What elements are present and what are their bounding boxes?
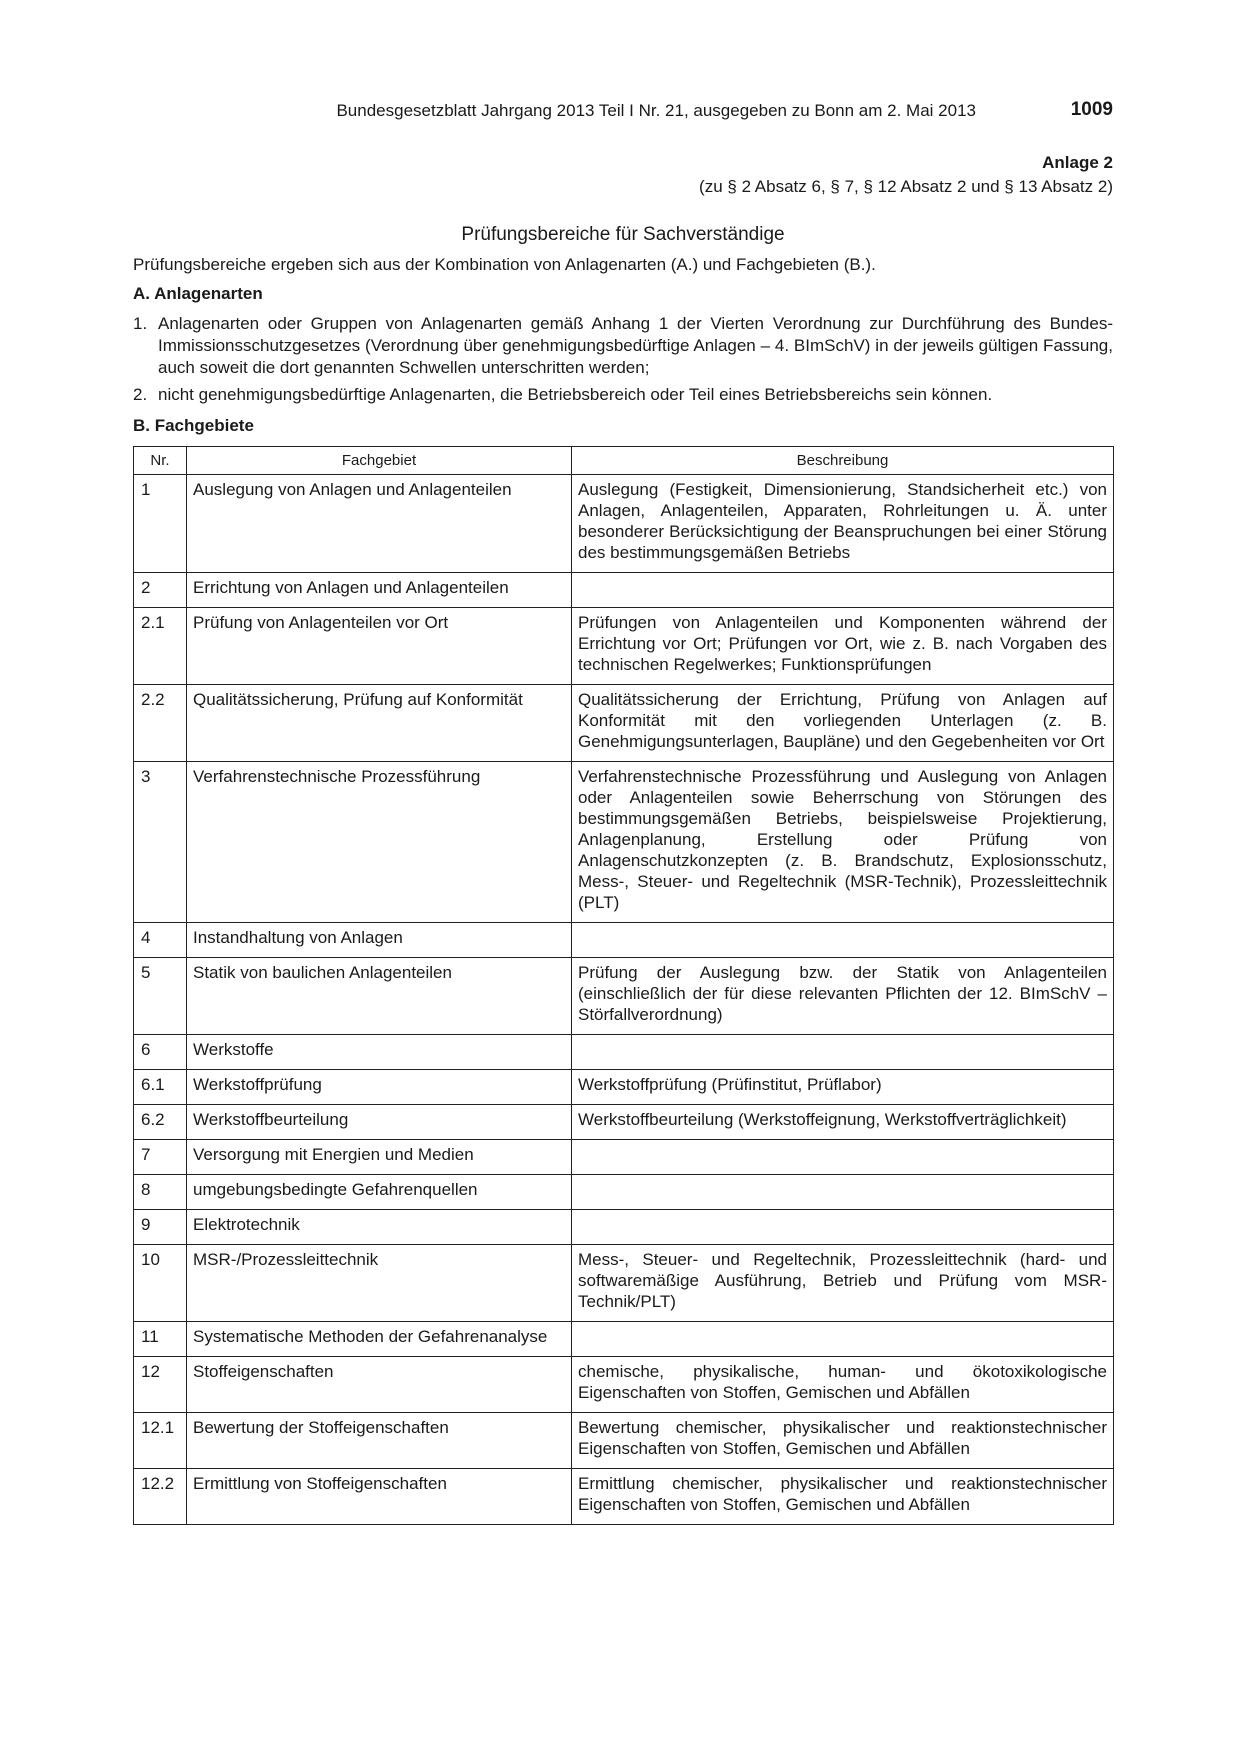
cell-beschreibung — [572, 1175, 1114, 1210]
cell-nr: 10 — [134, 1245, 187, 1322]
page-number: 1009 — [1070, 99, 1113, 120]
intro-text: Prüfungsbereiche ergeben sich aus der Kombination von Anlagenarten (A.) und Fachgebieten (B.). — [133, 255, 876, 274]
cell-beschreibung: Auslegung (Festigkeit, Dimensionierung, Standsicherheit etc.) von Anlagen, Anlagenteilen, Apparaten, Rohrleitungen u. Ä. unter besonderer Berücksichtigung der Beanspruchungen bei einer Störung des bestimmungsgemäßen Betriebs — [572, 475, 1114, 573]
column-header-beschreibung: Beschreibung — [572, 447, 1114, 475]
cell-fachgebiet: Auslegung von Anlagen und Anlagenteilen — [187, 475, 572, 573]
section-a-heading: A. Anlagenarten — [133, 284, 263, 303]
cell-beschreibung — [572, 1140, 1114, 1175]
cell-beschreibung — [572, 923, 1114, 958]
cell-fachgebiet: Werkstoffbeurteilung — [187, 1105, 572, 1140]
table-row — [134, 608, 1114, 685]
cell-beschreibung: Prüfungen von Anlagenteilen und Komponenten während der Errichtung vor Ort; Prüfungen vor Ort, wie z. B. nach Vorgaben des technischen Regelwerkes; Funktionsprüfungen — [572, 608, 1114, 685]
cell-fachgebiet: Verfahrenstechnische Prozessführung — [187, 762, 572, 923]
cell-beschreibung: Prüfung der Auslegung bzw. der Statik von Anlagenteilen (einschließlich der für diese relevanten Pflichten der 12. BImSchV – Störfallverordnung) — [572, 958, 1114, 1035]
cell-fachgebiet: Qualitätssicherung, Prüfung auf Konformität — [187, 685, 572, 762]
table-row — [134, 1070, 1114, 1105]
cell-beschreibung — [572, 573, 1114, 608]
cell-nr: 2 — [134, 573, 187, 608]
table-row — [134, 573, 1114, 608]
table-row — [134, 1322, 1114, 1357]
section-b-heading: B. Fachgebiete — [133, 416, 254, 435]
cell-nr: 2.1 — [134, 608, 187, 685]
table-row — [134, 1210, 1114, 1245]
cell-nr: 6 — [134, 1035, 187, 1070]
table-row — [134, 685, 1114, 762]
table-body — [134, 475, 1114, 1525]
cell-nr: 8 — [134, 1175, 187, 1210]
cell-nr: 9 — [134, 1210, 187, 1245]
list-item-number: 1. — [133, 314, 148, 333]
cell-fachgebiet: Bewertung der Stoffeigenschaften — [187, 1413, 572, 1469]
running-head — [133, 101, 1113, 125]
cell-nr: 12.1 — [134, 1413, 187, 1469]
cell-beschreibung — [572, 1210, 1114, 1245]
annex-reference: (zu § 2 Absatz 6, § 7, § 12 Absatz 2 und § 13 Absatz 2) — [699, 177, 1113, 196]
table-row — [134, 475, 1114, 573]
cell-nr: 6.2 — [134, 1105, 187, 1140]
cell-nr: 6.1 — [134, 1070, 187, 1105]
cell-fachgebiet: Stoffeigenschaften — [187, 1357, 572, 1413]
table-row — [134, 923, 1114, 958]
fachgebiete-table — [133, 446, 1114, 1525]
cell-nr: 12.2 — [134, 1469, 187, 1525]
cell-nr: 4 — [134, 923, 187, 958]
list-item-text: Anlagenarten oder Gruppen von Anlagenarten gemäß Anhang 1 der Vierten Verordnung zur Durchführung des Bundes-Immissionsschutzgesetzes (Verordnung über genehmigungsbedürftige Anlagen – 4. BImSchV) in der jeweils gültigen Fassung, auch soweit die dort genannten Schwellen unterschritten werden; — [158, 314, 1113, 377]
table-row — [134, 1413, 1114, 1469]
table-row — [134, 1140, 1114, 1175]
cell-fachgebiet: Systematische Methoden der Gefahrenanalyse — [187, 1322, 572, 1357]
cell-beschreibung: Werkstoffbeurteilung (Werkstoffeignung, Werkstoffverträglichkeit) — [572, 1105, 1114, 1140]
cell-nr: 11 — [134, 1322, 187, 1357]
cell-beschreibung: Ermittlung chemischer, physikalischer und reaktionstechnischer Eigenschaften von Stoffen, Gemischen und Abfällen — [572, 1469, 1114, 1525]
cell-beschreibung: Mess-, Steuer- und Regeltechnik, Prozessleittechnik (hard- und softwaremäßige Ausführung, Betrieb und Prüfung vom MSR-Technik/PLT) — [572, 1245, 1114, 1322]
list-item — [133, 313, 1113, 379]
cell-beschreibung: Werkstoffprüfung (Prüfinstitut, Prüflabor) — [572, 1070, 1114, 1105]
cell-nr: 2.2 — [134, 685, 187, 762]
table-row — [134, 1357, 1114, 1413]
cell-fachgebiet: Werkstoffprüfung — [187, 1070, 572, 1105]
cell-fachgebiet: Ermittlung von Stoffeigenschaften — [187, 1469, 572, 1525]
table-row — [134, 1105, 1114, 1140]
table-row — [134, 762, 1114, 923]
cell-beschreibung: Bewertung chemischer, physikalischer und reaktionstechnischer Eigenschaften von Stoffen, Gemischen und Abfällen — [572, 1413, 1114, 1469]
cell-beschreibung — [572, 1322, 1114, 1357]
cell-fachgebiet: MSR-/Prozessleittechnik — [187, 1245, 572, 1322]
table-header-row — [134, 447, 1114, 475]
section-a-list — [133, 313, 1113, 411]
table-row — [134, 958, 1114, 1035]
table-row — [134, 1469, 1114, 1525]
table-row — [134, 1175, 1114, 1210]
cell-beschreibung: Verfahrenstechnische Prozessführung und Auslegung von Anlagen oder Anlagenteilen sowie Beherrschung von Störungen des bestimmungsgemäßen Betriebs, beispielsweise Projektierung, Anlagenplanung, Erstellung oder Prüfung von Anlagenschutzkonzepten (z. B. Brandschutz, Explosionsschutz, Mess-, Steuer- und Regeltechnik (MSR-Technik), Prozessleittechnik (PLT) — [572, 762, 1114, 923]
cell-fachgebiet: Elektrotechnik — [187, 1210, 572, 1245]
table-row — [134, 1245, 1114, 1322]
cell-fachgebiet: Instandhaltung von Anlagen — [187, 923, 572, 958]
cell-beschreibung: Qualitätssicherung der Errichtung, Prüfung von Anlagen auf Konformität mit den vorliegenden Unterlagen (z. B. Genehmigungsunterlagen, Baupläne) und den Gegebenheiten vor Ort — [572, 685, 1114, 762]
cell-fachgebiet: Statik von baulichen Anlagenteilen — [187, 958, 572, 1035]
cell-beschreibung: chemische, physikalische, human- und ökotoxikologische Eigenschaften von Stoffen, Gemischen und Abfällen — [572, 1357, 1114, 1413]
cell-nr: 12 — [134, 1357, 187, 1413]
column-header-fachgebiet: Fachgebiet — [187, 447, 572, 475]
list-item — [133, 384, 1113, 406]
page-title: Prüfungsbereiche für Sachverständige — [461, 224, 785, 245]
cell-nr: 7 — [134, 1140, 187, 1175]
cell-beschreibung — [572, 1035, 1114, 1070]
cell-nr: 3 — [134, 762, 187, 923]
cell-fachgebiet: Errichtung von Anlagen und Anlagenteilen — [187, 573, 572, 608]
list-item-number: 2. — [133, 385, 148, 404]
column-header-nr: Nr. — [134, 447, 187, 475]
table-row — [134, 1035, 1114, 1070]
cell-fachgebiet: Werkstoffe — [187, 1035, 572, 1070]
cell-fachgebiet: umgebungsbedingte Gefahrenquellen — [187, 1175, 572, 1210]
annex-label: Anlage 2 — [1042, 153, 1113, 172]
cell-fachgebiet: Prüfung von Anlagenteilen vor Ort — [187, 608, 572, 685]
cell-fachgebiet: Versorgung mit Energien und Medien — [187, 1140, 572, 1175]
cell-nr: 5 — [134, 958, 187, 1035]
running-title: Bundesgesetzblatt Jahrgang 2013 Teil I Nr. 21, ausgegeben zu Bonn am 2. Mai 2013 — [336, 101, 976, 120]
cell-nr: 1 — [134, 475, 187, 573]
list-item-text: nicht genehmigungsbedürftige Anlagenarten, die Betriebsbereich oder Teil eines Betriebsbereichs sein können. — [158, 385, 993, 404]
